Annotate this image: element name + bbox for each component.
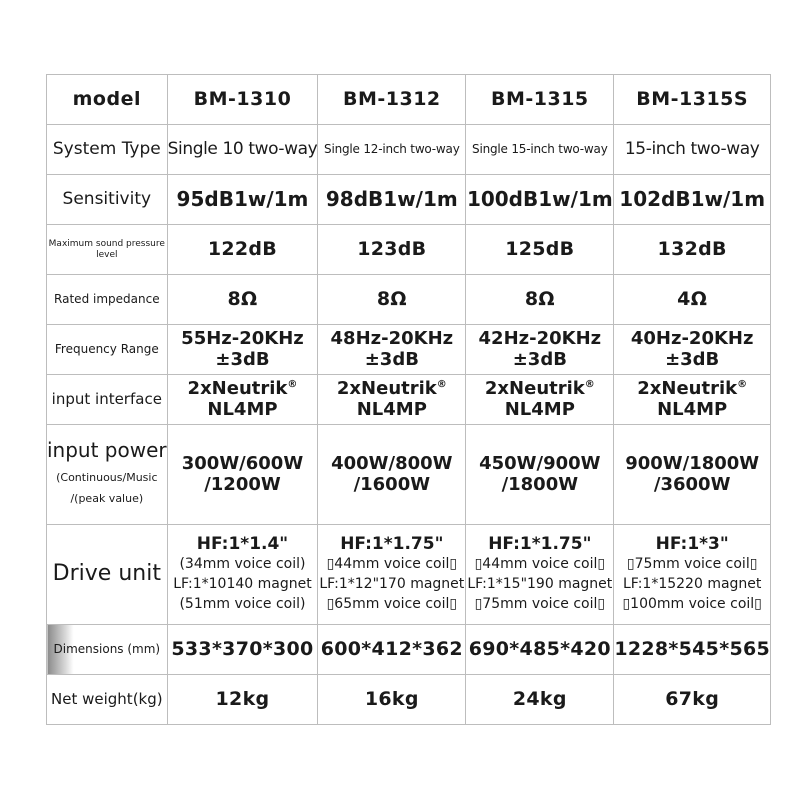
sensitivity-value: 98dB1w/1m [318,175,466,225]
impedance-label: Rated impedance [47,275,168,325]
lf-voice-coil: ▯65mm voice coil▯ [326,596,458,613]
frequency-range: 42Hz-20KHz [478,328,602,350]
frequency-value [167,325,318,375]
max-spl-label: Maximum sound pressure level [47,225,168,275]
lf-driver: LF:1*15220 magnet [622,575,762,592]
sensitivity-label: Sensitivity [47,175,168,225]
drive-unit-label: Drive unit [47,525,168,625]
net-weight-value: 16kg [318,675,466,725]
header-row [47,75,771,125]
lf-voice-coil: (51mm voice coil) [179,596,306,613]
impedance-row [47,275,771,325]
drive-unit-value [167,525,318,625]
dimensions-value: 533*370*300 [167,625,318,675]
max-spl-value: 123dB [318,225,466,275]
input-power-row [47,425,771,525]
model-name: BM-1315S [614,75,771,125]
model-name: BM-1310 [167,75,318,125]
model-name: BM-1315 [466,75,614,125]
input-power-label-cell [47,425,168,525]
hf-voice-coil: ▯44mm voice coil▯ [474,555,606,572]
frequency-value [318,325,466,375]
impedance-value: 8Ω [167,275,318,325]
registered-mark: ® [584,379,595,391]
input-power-sublabel: (Continuous/Music /(peak value) [56,470,158,505]
connector-brand: 2xNeutrik [484,378,585,400]
frequency-tolerance: ±3dB [215,348,270,370]
max-spl-value: 132dB [614,225,771,275]
dimensions-row [47,625,771,675]
dimensions-value: 1228*545*565 [614,625,771,675]
connector-model: NL4MP [356,398,427,420]
net-weight-value: 67kg [614,675,771,725]
input-interface-value [318,375,466,425]
impedance-value: 8Ω [318,275,466,325]
max-spl-value: 122dB [167,225,318,275]
system-type-value: Single 10 two-way [167,125,318,175]
input-power-value: 450W/900W /1800W [466,425,614,525]
model-name: BM-1312 [318,75,466,125]
dimensions-value: 600*412*362 [318,625,466,675]
input-power-label: input power [47,438,167,463]
dimensions-label: Dimensions (mm) [47,625,168,675]
spec-table [46,74,771,725]
hf-driver: HF:1*3" [655,533,729,554]
hf-driver: HF:1*1.75" [340,533,444,554]
frequency-tolerance: ±3dB [512,348,567,370]
max-spl-row [47,225,771,275]
system-type-value: Single 12-inch two-way [318,125,466,175]
sensitivity-value: 102dB1w/1m [614,175,771,225]
sensitivity-row [47,175,771,225]
registered-mark: ® [737,379,748,391]
system-type-row [47,125,771,175]
input-interface-row [47,375,771,425]
frequency-label: Frequency Range [47,325,168,375]
connector-model: NL4MP [504,398,575,420]
input-power-value: 400W/800W /1600W [318,425,466,525]
impedance-value: 4Ω [614,275,771,325]
dimensions-value: 690*485*420 [466,625,614,675]
system-type-value: 15-inch two-way [614,125,771,175]
hf-voice-coil: ▯75mm voice coil▯ [626,555,758,572]
hf-voice-coil: ▯44mm voice coil▯ [326,555,458,572]
drive-unit-value [318,525,466,625]
system-type-label: System Type [47,125,168,175]
frequency-row [47,325,771,375]
net-weight-row [47,675,771,725]
model-label: model [47,75,168,125]
connector-brand: 2xNeutrik [336,378,437,400]
input-interface-label: input interface [47,375,168,425]
connector-brand: 2xNeutrik [187,378,288,400]
lf-driver: LF:1*10140 magnet [173,575,312,592]
frequency-value [466,325,614,375]
system-type-value: Single 15-inch two-way [466,125,614,175]
input-power-value: 900W/1800W /3600W [614,425,771,525]
frequency-tolerance: ±3dB [364,348,419,370]
drive-unit-value [466,525,614,625]
frequency-value [614,325,771,375]
lf-voice-coil: ▯75mm voice coil▯ [474,596,606,613]
hf-driver: HF:1*1.4" [196,533,289,554]
sensitivity-value: 95dB1w/1m [167,175,318,225]
frequency-range: 48Hz-20KHz [330,328,454,350]
connector-brand: 2xNeutrik [637,378,738,400]
drive-unit-value [614,525,771,625]
registered-mark: ® [436,379,447,391]
input-power-value: 300W/600W /1200W [167,425,318,525]
input-interface-value [167,375,318,425]
connector-model: NL4MP [657,398,728,420]
lf-voice-coil: ▯100mm voice coil▯ [622,596,762,613]
hf-driver: HF:1*1.75" [488,533,592,554]
lf-driver: LF:1*15"190 magnet [467,575,613,592]
connector-model: NL4MP [207,398,278,420]
frequency-tolerance: ±3dB [665,348,720,370]
frequency-range: 40Hz-20KHz [630,328,754,350]
net-weight-value: 12kg [167,675,318,725]
hf-voice-coil: (34mm voice coil) [179,555,306,572]
drive-unit-row [47,525,771,625]
input-interface-value [466,375,614,425]
impedance-value: 8Ω [466,275,614,325]
sensitivity-value: 100dB1w/1m [466,175,614,225]
net-weight-value: 24kg [466,675,614,725]
net-weight-label: Net weight(kg) [47,675,168,725]
registered-mark: ® [287,379,298,391]
frequency-range: 55Hz-20KHz [181,328,304,350]
input-interface-value [614,375,771,425]
max-spl-value: 125dB [466,225,614,275]
lf-driver: LF:1*12"170 magnet [319,575,465,592]
